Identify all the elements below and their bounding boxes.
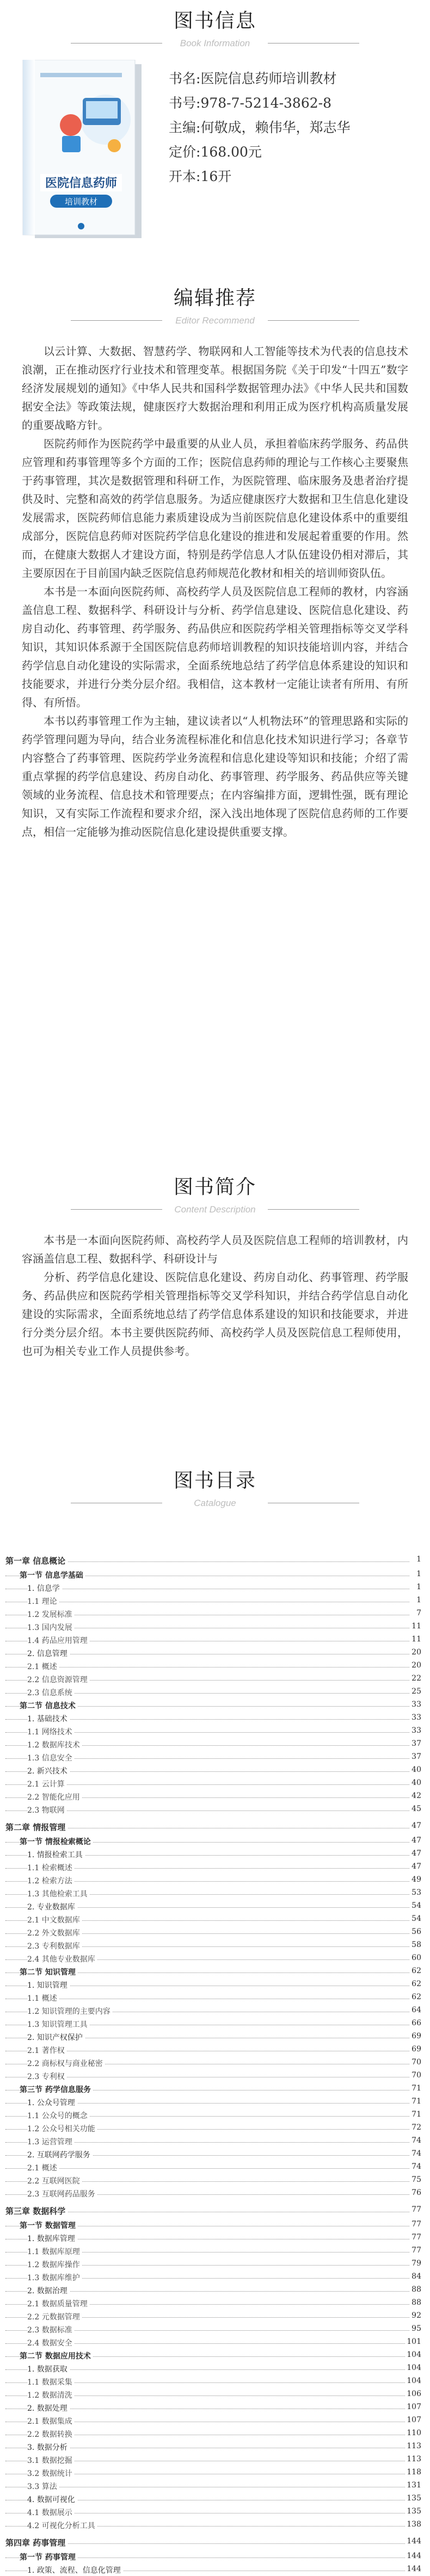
toc-title: 第三章 数据科学 bbox=[5, 2205, 67, 2217]
toc-title: 第二章 情报管理 bbox=[5, 1821, 67, 1833]
toc-entry bbox=[5, 1594, 425, 1607]
toc-page-number: 1 bbox=[415, 1570, 421, 1578]
paragraph: 分析、药学信息化建设、医院信息化建设、药房自动化、药事管理、药学服务、药品供应和医院药学相关管理指标等交叉学科知识，并结合药学信息自动化建设的实际需求，全面系统地总结了药学信息体系建设的知识和技能要求，并进行分类分层介绍。本书主要供医院药师、高校药学人员及医院信息工程师使用，也可为相关专业工作人员提供参考。 bbox=[22, 1271, 408, 1358]
editor-recommend-section bbox=[0, 283, 430, 841]
toc-page-number: 72 bbox=[410, 2123, 421, 2132]
toc-page-number: 88 bbox=[410, 2298, 421, 2307]
toc-page-number: 37 bbox=[410, 1752, 421, 1761]
toc-title: 第二节 信息技术 bbox=[20, 1700, 78, 1711]
toc-title: 1.1 理论 bbox=[27, 1596, 59, 1607]
toc-page-number: 33 bbox=[410, 1713, 421, 1722]
toc-leader-dots bbox=[5, 2168, 409, 2169]
editor-recommend-heading-en: Editor Recommend bbox=[175, 315, 255, 326]
toc-entry bbox=[5, 2362, 425, 2375]
toc-title: 2.3 数据标准 bbox=[27, 2324, 75, 2335]
toc-title: 4.2 可视化分析工具 bbox=[27, 2520, 97, 2531]
toc-page-number: 104 bbox=[405, 2376, 421, 2385]
book-info-header bbox=[0, 5, 430, 51]
toc-title: 1. 公众号管理 bbox=[27, 2097, 77, 2108]
toc-entry bbox=[5, 1939, 425, 1952]
toc-page-number: 22 bbox=[410, 1674, 421, 1683]
book-intro-section bbox=[0, 1172, 430, 1360]
toc-title: 2.2 商标权与商业秘密 bbox=[27, 2058, 105, 2069]
meta-price-row bbox=[169, 140, 350, 164]
toc-title: 1.3 国内发展 bbox=[27, 1622, 75, 1633]
toc-page-number: 71 bbox=[410, 2110, 421, 2119]
toc-title: 3.3 算法 bbox=[27, 2481, 59, 2492]
meta-title-row bbox=[169, 66, 350, 91]
meta-value: 16开 bbox=[200, 169, 232, 184]
toc-title: 第二节 知识管理 bbox=[20, 1967, 78, 1977]
toc-page-number: 60 bbox=[410, 1953, 421, 1962]
toc-page-number: 1 bbox=[415, 1583, 421, 1591]
meta-value: 168.00元 bbox=[200, 144, 262, 160]
toc-title: 1.2 数据库操作 bbox=[27, 2259, 82, 2270]
toc-page-number: 135 bbox=[405, 2507, 421, 2516]
toc-page-number: 62 bbox=[410, 1980, 421, 1988]
toc-entry bbox=[5, 2518, 425, 2531]
toc-title: 第一节 情报检索概论 bbox=[20, 1836, 93, 1847]
toc-page-number: 71 bbox=[410, 2084, 421, 2093]
meta-label: 书名: bbox=[169, 71, 201, 86]
toc-page-number: 11 bbox=[410, 1635, 421, 1644]
toc-title: 1.1 概述 bbox=[27, 1993, 59, 2003]
toc-page-number: 53 bbox=[410, 1888, 421, 1897]
toc-page-number: 113 bbox=[405, 2442, 421, 2450]
toc-entry bbox=[5, 1646, 425, 1659]
toc-title: 第二节 数据应用技术 bbox=[20, 2350, 93, 2361]
toc-page-number: 104 bbox=[405, 2350, 421, 2359]
toc-entry bbox=[5, 2563, 425, 2576]
toc-page-number: 107 bbox=[405, 2403, 421, 2411]
toc-entry bbox=[5, 2244, 425, 2257]
toc-entry bbox=[5, 1790, 425, 1803]
toc-title: 1.3 其他检索工具 bbox=[27, 1888, 90, 1899]
toc-title: 2.3 物联网 bbox=[27, 1805, 67, 1815]
toc-page-number: 54 bbox=[410, 1901, 421, 1910]
toc-title: 1.1 检索概述 bbox=[27, 1862, 75, 1873]
heading-rule bbox=[71, 314, 359, 328]
toc-title: 2. 数据处理 bbox=[27, 2403, 70, 2413]
toc-title: 1. 知识管理 bbox=[27, 1980, 70, 1990]
toc-entry bbox=[5, 1847, 425, 1861]
toc-page-number: 66 bbox=[410, 2019, 421, 2027]
catalogue-header bbox=[0, 1465, 430, 1510]
toc-entry bbox=[5, 2135, 425, 2148]
toc-entry bbox=[5, 1738, 425, 1751]
toc-title: 1. 基础技术 bbox=[27, 1713, 70, 1724]
book-info-section bbox=[0, 5, 430, 51]
toc-title: 1. 政策、流程、信息化管理 bbox=[27, 2565, 123, 2575]
toc-title: 1.3 知识管理工具 bbox=[27, 2019, 90, 2030]
toc-page-number: 33 bbox=[410, 1700, 421, 1709]
toc-title: 2.3 信息系统 bbox=[27, 1687, 75, 1698]
toc-page-number: 110 bbox=[405, 2429, 421, 2437]
toc-entry bbox=[5, 1861, 425, 1874]
toc-title: 1.1 数据库原理 bbox=[27, 2246, 82, 2257]
toc-entry bbox=[5, 1777, 425, 1790]
heading-rule bbox=[71, 1496, 359, 1510]
meta-value: 何敬成，赖伟华，郑志华 bbox=[200, 120, 351, 135]
toc-entry bbox=[5, 2323, 425, 2336]
toc-page-number: 76 bbox=[410, 2188, 421, 2197]
toc-title: 1. 数据库管理 bbox=[27, 2233, 77, 2244]
toc-page-number: 33 bbox=[410, 1726, 421, 1735]
toc-entry bbox=[5, 2187, 425, 2200]
toc-entry bbox=[5, 2466, 425, 2479]
book-intro-body bbox=[22, 1231, 408, 1360]
book-cover-image bbox=[19, 60, 147, 242]
toc-entry bbox=[5, 1607, 425, 1620]
toc-page-number: 138 bbox=[405, 2520, 421, 2529]
toc-title: 1.3 信息安全 bbox=[27, 1752, 75, 1763]
toc-page-number: 47 bbox=[410, 1836, 421, 1845]
toc-page-number: 25 bbox=[410, 1687, 421, 1696]
toc-title: 3.2 数据统计 bbox=[27, 2468, 75, 2479]
meta-isbn-row bbox=[169, 91, 350, 115]
toc-title: 1. 情报检索工具 bbox=[27, 1849, 85, 1860]
toc-title: 2.4 其他专业数据库 bbox=[27, 1953, 97, 1964]
toc-page-number: 92 bbox=[410, 2311, 421, 2320]
cover-title: 医院信息药师 bbox=[45, 177, 118, 190]
meta-label: 开本: bbox=[169, 169, 201, 184]
toc-title: 2.1 云计算 bbox=[27, 1778, 67, 1789]
toc-entry bbox=[5, 2069, 425, 2082]
toc-title: 1.3 运营管理 bbox=[27, 2136, 75, 2147]
toc-entry bbox=[5, 1913, 425, 1926]
toc-title: 2. 数据治理 bbox=[27, 2285, 70, 2296]
toc-title: 2.1 概述 bbox=[27, 1661, 59, 1672]
meta-label: 定价: bbox=[169, 144, 201, 160]
toc-page-number: 20 bbox=[410, 1661, 421, 1670]
toc-page-number: 47 bbox=[410, 1862, 421, 1871]
toc-page-number: 77 bbox=[410, 2220, 421, 2229]
toc-page-number: 62 bbox=[410, 1993, 421, 2001]
toc-title: 1.1 网络技术 bbox=[27, 1726, 75, 1737]
toc-entry bbox=[5, 1633, 425, 1646]
meta-label: 书号: bbox=[169, 95, 201, 111]
toc-page-number: 107 bbox=[405, 2416, 421, 2424]
book-intro-header bbox=[0, 1172, 430, 1217]
toc-page-number: 54 bbox=[410, 1914, 421, 1923]
toc-title: 2. 互联网药学服务 bbox=[27, 2149, 93, 2160]
toc-title: 2.1 著作权 bbox=[27, 2045, 67, 2056]
toc-page-number: 1 bbox=[415, 1596, 421, 1604]
toc-entry bbox=[5, 1764, 425, 1777]
toc-title: 2.1 数据集成 bbox=[27, 2416, 75, 2426]
toc-page-number: 64 bbox=[410, 2006, 421, 2014]
toc-entry bbox=[5, 2161, 425, 2174]
toc-title: 1.2 数据清洗 bbox=[27, 2390, 75, 2400]
toc-entry bbox=[5, 2257, 425, 2270]
toc-entry bbox=[5, 1659, 425, 1672]
toc-page-number: 95 bbox=[410, 2324, 421, 2333]
heading-rule bbox=[71, 36, 359, 51]
toc-page-number: 74 bbox=[410, 2162, 421, 2171]
editor-recommend-heading: 编辑推荐 bbox=[173, 287, 256, 309]
toc-entry bbox=[5, 2030, 425, 2043]
toc-page-number: 37 bbox=[410, 1739, 421, 1748]
toc-entry bbox=[5, 2297, 425, 2310]
meta-label: 主编: bbox=[169, 120, 201, 135]
toc-page-number: 69 bbox=[410, 2032, 421, 2040]
toc-title: 2.3 互联网药品服务 bbox=[27, 2188, 97, 2199]
cover-subtitle: 培训教材 bbox=[64, 197, 98, 207]
toc-page-number: 135 bbox=[405, 2494, 421, 2503]
toc-title: 3.1 数据挖掘 bbox=[27, 2455, 75, 2466]
editor-recommend-header bbox=[0, 283, 430, 328]
toc-entry bbox=[5, 1874, 425, 1887]
toc-page-number: 144 bbox=[405, 2537, 421, 2546]
toc-entry bbox=[5, 1952, 425, 1965]
toc-title: 2.1 概述 bbox=[27, 2162, 59, 2173]
toc-title: 2. 专业数据库 bbox=[27, 1901, 77, 1912]
toc-entry bbox=[5, 2231, 425, 2244]
toc-title: 2.3 专利权 bbox=[27, 2071, 67, 2082]
toc-page-number: 20 bbox=[410, 1648, 421, 1657]
toc-section bbox=[5, 2550, 425, 2563]
toc-entry bbox=[5, 2148, 425, 2161]
toc-title: 2. 信息管理 bbox=[27, 1648, 70, 1659]
toc-entry bbox=[5, 2427, 425, 2440]
book-cover-illustration bbox=[19, 60, 147, 242]
toc-chapter bbox=[5, 2200, 425, 2218]
toc-entry bbox=[5, 2004, 425, 2017]
toc-section bbox=[5, 1834, 425, 1847]
toc-page-number: 77 bbox=[410, 2205, 421, 2214]
toc-entry bbox=[5, 2108, 425, 2121]
toc-entry bbox=[5, 2095, 425, 2108]
toc-page-number: 75 bbox=[410, 2175, 421, 2184]
toc-title: 1.2 公众号相关功能 bbox=[27, 2123, 97, 2134]
toc-page-number: 49 bbox=[410, 1875, 421, 1884]
toc-page-number: 77 bbox=[410, 2246, 421, 2255]
catalogue-heading-en: Catalogue bbox=[194, 1498, 236, 1508]
toc-page-number: 144 bbox=[405, 2565, 421, 2573]
book-intro-heading-en: Content Description bbox=[174, 1204, 256, 1215]
toc-entry bbox=[5, 2310, 425, 2323]
toc-title: 1. 数据获取 bbox=[27, 2363, 70, 2374]
toc-page-number: 74 bbox=[410, 2136, 421, 2145]
catalogue-section bbox=[0, 1465, 430, 2575]
toc-entry bbox=[5, 2043, 425, 2056]
paragraph: 本书以药事管理工作为主轴，建议读者以“人机物法环”的管理思路和实际的药学管理问题为导向，结合业务流程标准化和信息化技术知识进行学习；各章节内容整合了药事管理、医院药学业务流程和信息化建设等知识和技能；介绍了需重点掌握的药学信息建设、药房自动化、药事管理、药学服务、药品供应等关键领域的业务流程、信息技术和管理要点；在内容编排方面，逻辑性强，既有理论知识，又有实际工作流程和要求介绍，深入浅出地体现了医院信息药师的工作要点，相信一定能够为推动医院信息化建设提供重要支撑。 bbox=[22, 714, 408, 838]
toc-entry bbox=[5, 2453, 425, 2466]
toc-title: 1.2 知识管理的主要内容 bbox=[27, 2006, 113, 2017]
toc-title: 第四章 药事管理 bbox=[5, 2537, 67, 2548]
toc-entry bbox=[5, 1978, 425, 1991]
toc-page-number: 113 bbox=[405, 2455, 421, 2463]
toc-entry bbox=[5, 2283, 425, 2297]
toc-title: 2.2 元数据管理 bbox=[27, 2311, 82, 2322]
paragraph: 医院药师作为医院药学中最重要的从业人员，承担着临床药学服务、药品供应管理和药事管理等多个方面的工作；医院信息药师的理论与工作核心主要聚焦于药事管理，其次是数据管理和科研工作，为医院管理、临床服务及患者治疗提供及时、完整和高效的药学信息服务。为适应健康医疗大数据和卫生信息化建设发展需求，医院药师信息能力素质建设成为当前医院信息化建设体系中的重要组成部分，医院信息药师对医院药学信息化建设的推进和发展起着重要的作用。然而，在健康大数据人才建设方面，特别是药学信息人才队伍建设仍相对滞后，其主要原因在于目前国内缺乏医院信息药师规范化教材和相关的培训师资队伍。 bbox=[22, 437, 408, 580]
toc-entry bbox=[5, 1751, 425, 1764]
toc-chapter bbox=[5, 2531, 425, 2550]
toc-title: 1.2 发展标准 bbox=[27, 1609, 75, 1620]
toc-entry bbox=[5, 2479, 425, 2492]
toc-page-number: 1 bbox=[415, 1555, 421, 1564]
toc-page-number: 62 bbox=[410, 1967, 421, 1975]
toc-page-number: 40 bbox=[410, 1778, 421, 1787]
toc-section bbox=[5, 1568, 425, 1581]
toc-section bbox=[5, 2082, 425, 2095]
meta-value: 医院信息药师培训教材 bbox=[200, 71, 337, 86]
toc-entry bbox=[5, 1725, 425, 1738]
toc-title: 1. 信息学 bbox=[27, 1583, 62, 1594]
toc-title: 第一节 药事管理 bbox=[20, 2552, 78, 2562]
toc-entry bbox=[5, 2121, 425, 2135]
paragraph: 本书是一本面向医院药师、高校药学人员及医院信息工程师的培训教材，内容涵盖信息工程、数据科学、科研设计与 bbox=[22, 1234, 408, 1265]
toc-title: 2.1 中文数据库 bbox=[27, 1914, 82, 1925]
toc-title: 2.1 数据质量管理 bbox=[27, 2298, 90, 2309]
toc-title: 2.4 数据安全 bbox=[27, 2337, 75, 2348]
toc-title: 4.1 数据展示 bbox=[27, 2507, 75, 2518]
toc-entry bbox=[5, 1900, 425, 1913]
toc-page-number: 69 bbox=[410, 2045, 421, 2054]
toc-entry bbox=[5, 2492, 425, 2505]
toc-title: 2.2 互联网医院 bbox=[27, 2175, 82, 2186]
toc-entry bbox=[5, 1712, 425, 1725]
toc-title: 第三节 药学信息服务 bbox=[20, 2084, 93, 2095]
toc-page-number: 11 bbox=[410, 1622, 421, 1631]
toc-page-number: 74 bbox=[410, 2149, 421, 2158]
toc-title: 第一节 信息学基础 bbox=[20, 1570, 85, 1581]
book-info-heading: 图书信息 bbox=[173, 10, 256, 32]
editor-recommend-body bbox=[22, 342, 408, 841]
toc-entry bbox=[5, 1803, 425, 1816]
toc-page-number: 144 bbox=[405, 2552, 421, 2560]
toc-entry bbox=[5, 2174, 425, 2187]
toc-page-number: 106 bbox=[405, 2390, 421, 2398]
paragraph: 以云计算、大数据、智慧药学、物联网和人工智能等技术为代表的信息技术浪潮，正在推动医疗行业技术和管理变革。根据国务院《关于印发“十四五”数字经济发展规划的通知》《中华人民共和国科学数据管理办法》《中华人民共和国数据安全法》等政策法规，健康医疗大数据治理和利用正成为医疗机构高质量发展的重要战略方针。 bbox=[22, 345, 408, 432]
toc-title: 2.2 外文数据库 bbox=[27, 1927, 82, 1938]
toc-entry bbox=[5, 1991, 425, 2004]
toc-entry bbox=[5, 2270, 425, 2283]
toc-entry bbox=[5, 1685, 425, 1698]
toc-title: 1.2 检索方法 bbox=[27, 1875, 75, 1886]
toc-section bbox=[5, 2349, 425, 2362]
toc-title: 1.1 公众号的概念 bbox=[27, 2110, 90, 2121]
toc-entry bbox=[5, 2388, 425, 2401]
toc-page-number: 70 bbox=[410, 2058, 421, 2067]
heading-rule bbox=[71, 1203, 359, 1217]
toc-page-number: 7 bbox=[415, 1609, 421, 1617]
toc-chapter bbox=[5, 1816, 425, 1834]
toc-section bbox=[5, 1965, 425, 1978]
toc-entry bbox=[5, 2375, 425, 2388]
toc-page-number: 84 bbox=[410, 2272, 421, 2281]
toc-entry bbox=[5, 2505, 425, 2518]
toc-entry bbox=[5, 1672, 425, 1685]
toc-entry bbox=[5, 2336, 425, 2349]
toc-title: 2.3 专利数据库 bbox=[27, 1940, 82, 1951]
toc-page-number: 79 bbox=[410, 2259, 421, 2268]
toc-entry bbox=[5, 2440, 425, 2453]
toc-page-number: 104 bbox=[405, 2363, 421, 2372]
toc-entry bbox=[5, 2414, 425, 2427]
meta-format-row bbox=[169, 164, 350, 189]
book-intro-heading: 图书简介 bbox=[173, 1176, 256, 1198]
toc-page-number: 56 bbox=[410, 1927, 421, 1936]
toc-page-number: 70 bbox=[410, 2071, 421, 2080]
meta-editor-row bbox=[169, 115, 350, 140]
toc-page-number: 71 bbox=[410, 2097, 421, 2106]
toc-page-number: 118 bbox=[405, 2468, 421, 2477]
toc-title: 第一节 数据管理 bbox=[20, 2220, 78, 2231]
toc-page-number: 77 bbox=[410, 2233, 421, 2242]
catalogue-heading: 图书目录 bbox=[173, 1470, 256, 1492]
toc-title: 2.2 信息资源管理 bbox=[27, 1674, 90, 1685]
toc-title: 4. 数据可视化 bbox=[27, 2494, 77, 2505]
book-info-heading-en: Book Information bbox=[180, 38, 250, 48]
toc-title: 1.2 数据库技术 bbox=[27, 1739, 82, 1750]
toc-page-number: 42 bbox=[410, 1791, 421, 1800]
toc-entry bbox=[5, 1926, 425, 1939]
toc-title: 2.2 智能化应用 bbox=[27, 1791, 82, 1802]
toc-page-number: 131 bbox=[405, 2481, 421, 2490]
toc-title: 2. 新兴技术 bbox=[27, 1765, 70, 1776]
catalogue-list bbox=[5, 1550, 425, 2576]
toc-entry bbox=[5, 1887, 425, 1900]
toc-title: 2.2 数据转换 bbox=[27, 2429, 75, 2440]
toc-page-number: 45 bbox=[410, 1805, 421, 1813]
toc-entry bbox=[5, 1581, 425, 1594]
toc-page-number: 47 bbox=[410, 1821, 421, 1830]
toc-title: 2. 知识产权保护 bbox=[27, 2032, 85, 2043]
toc-page-number: 40 bbox=[410, 1765, 421, 1774]
meta-value: 978-7-5214-3862-8 bbox=[200, 95, 332, 111]
toc-section bbox=[5, 1698, 425, 1712]
toc-title: 1.3 数据库维护 bbox=[27, 2272, 82, 2283]
toc-entry bbox=[5, 2056, 425, 2069]
toc-page-number: 58 bbox=[410, 1940, 421, 1949]
toc-chapter bbox=[5, 1550, 425, 1568]
book-meta-list bbox=[169, 66, 350, 189]
toc-section bbox=[5, 2218, 425, 2231]
toc-page-number: 47 bbox=[410, 1849, 421, 1858]
toc-entry bbox=[5, 2401, 425, 2414]
toc-title: 第一章 信息概论 bbox=[5, 1555, 67, 1566]
paragraph: 本书是一本面向医院药师、高校药学人员及医院信息工程师的教材，内容涵盖信息工程、数据科学、科研设计与分析、药学信息建设、医院信息化建设、药房自动化、药事管理、药学服务、药品供应和医院药学相关管理指标等交叉学科知识，其知识体系源于全国医院信息药师培训教程的知识技能培训内容，并结合药学信息自动化建设的实际需求，全面系统地总结了药学信息体系建设的知识和技能要求，并进行分类分层介绍。我相信，这本教材一定能让读者有所用、有所得、有所悟。 bbox=[22, 585, 408, 709]
toc-entry bbox=[5, 1620, 425, 1633]
toc-title: 1.1 数据采集 bbox=[27, 2376, 75, 2387]
toc-title: 1.4 药品应用管理 bbox=[27, 1635, 90, 1646]
toc-page-number: 88 bbox=[410, 2285, 421, 2294]
toc-entry bbox=[5, 2017, 425, 2030]
toc-title: 3. 数据分析 bbox=[27, 2442, 70, 2453]
toc-page-number: 101 bbox=[405, 2337, 421, 2346]
